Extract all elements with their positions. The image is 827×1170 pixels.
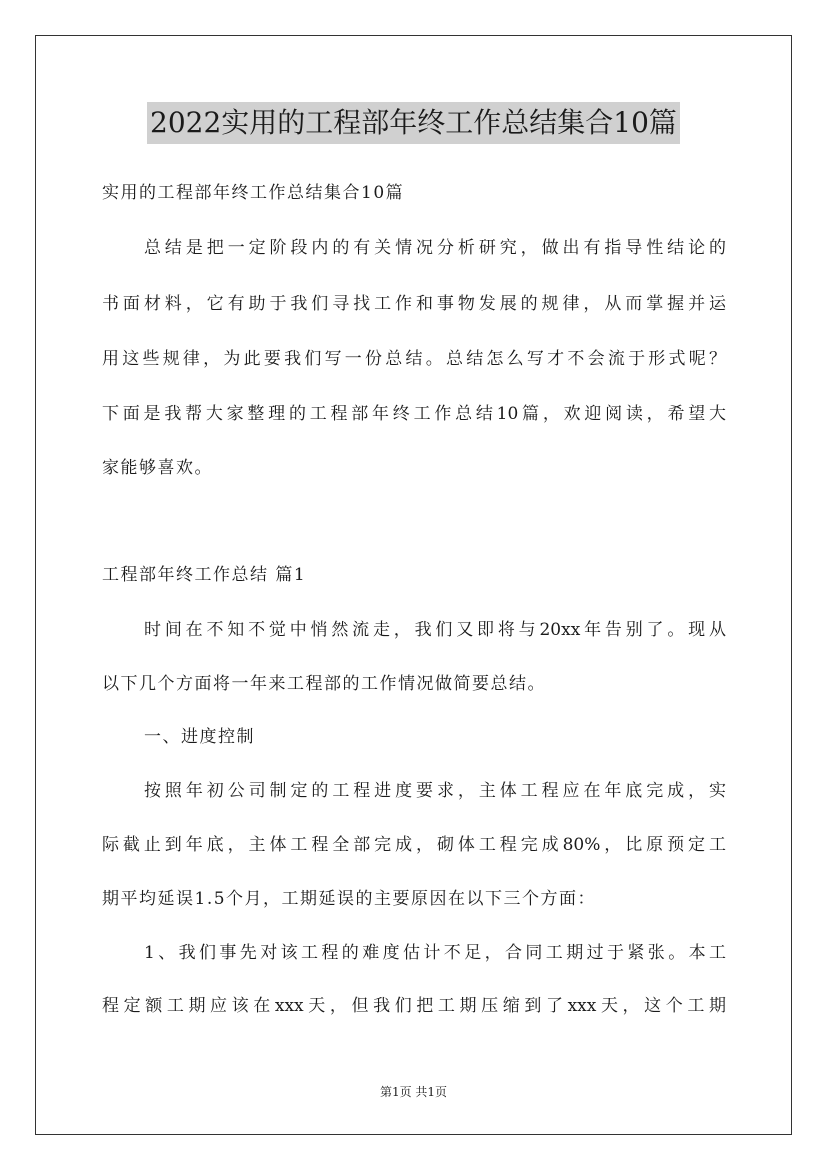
section-heading: 工程部年终工作总结 篇1 <box>102 565 307 585</box>
paragraph-line: 程定额工期应该在xxx天，但我们把工期压缩到了xxx天，这个工期 <box>102 996 726 1016</box>
document-title: 2022实用的工程部年终工作总结集合10篇 <box>147 102 680 144</box>
paragraph-line: 以下几个方面将一年来工程部的工作情况做简要总结。 <box>102 674 546 694</box>
intro-line: 总结是把一定阶段内的有关情况分析研究，做出有指导性结论的 <box>144 238 726 258</box>
subheading: 一、进度控制 <box>144 727 255 747</box>
paragraph-line: 按照年初公司制定的工程进度要求，主体工程应在年底完成，实 <box>144 781 726 801</box>
intro-line: 家能够喜欢。 <box>102 458 213 478</box>
intro-line: 用这些规律，为此要我们写一份总结。总结怎么写才不会流于形式呢？ <box>102 349 726 369</box>
paragraph-line: 1、我们事先对该工程的难度估计不足，合同工期过于紧张。本工 <box>144 943 726 963</box>
document-subtitle: 实用的工程部年终工作总结集合10篇 <box>102 183 405 203</box>
paragraph-line: 际截止到年底，主体工程全部完成，砌体工程完成80%，比原预定工 <box>102 835 726 855</box>
page-footer: 第1页 共1页 <box>379 1085 448 1099</box>
intro-line: 书面材料，它有助于我们寻找工作和事物发展的规律，从而掌握并运 <box>102 294 726 314</box>
paragraph-line: 时间在不知不觉中悄然流走，我们又即将与20xx年告别了。现从 <box>144 620 726 640</box>
title-container <box>0 102 827 144</box>
intro-line: 下面是我帮大家整理的工程部年终工作总结10篇，欢迎阅读，希望大 <box>102 404 726 424</box>
paragraph-line: 期平均延误1.5个月，工期延误的主要原因在以下三个方面： <box>102 889 597 909</box>
